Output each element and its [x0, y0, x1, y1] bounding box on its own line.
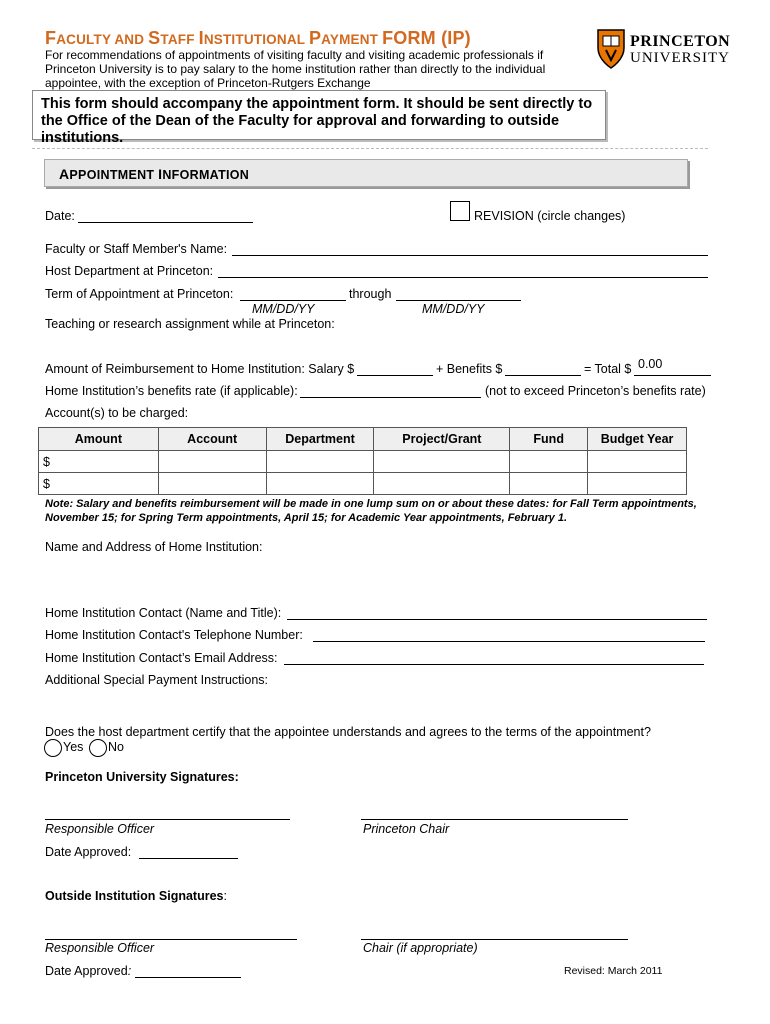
outside-chair-label: Chair (if appropriate): [363, 941, 478, 955]
section-header-appointment: APPOINTMENT INFORMATION: [44, 159, 688, 187]
outside-officer-label: Responsible Officer: [45, 941, 155, 955]
term-end-format: MM/DD/YY: [422, 302, 485, 316]
accounts-label: Account(s) to be charged:: [45, 406, 189, 420]
home-name-address-label: Name and Address of Home Institution:: [45, 540, 263, 554]
term-label: Term of Appointment at Princeton:: [45, 287, 234, 301]
table-cell[interactable]: [158, 451, 266, 473]
table-cell[interactable]: [374, 473, 510, 495]
date-label: Date:: [45, 209, 75, 223]
col-fund: Fund: [510, 428, 588, 451]
table-row: [39, 451, 687, 473]
divider: [32, 148, 708, 149]
col-account: Account: [158, 428, 266, 451]
outside-officer-signature-line[interactable]: [45, 939, 297, 940]
payment-note: Note: Salary and benefits reimbursement will be made in one lump sum on or about these dates: for Fall Term appointments, November 15; for Spring Term appointments, April 15; for Academic Year appointments, February 1.: [45, 498, 697, 524]
notice-box: This form should accompany the appointment form. It should be sent directly to the Office of the Dean of the Faculty for approval and forwarding to outside institutions.: [32, 90, 606, 140]
table-cell[interactable]: [588, 451, 687, 473]
table-header-row: [39, 428, 687, 451]
form-title: FACULTY AND STAFF INSTITUTIONAL PAYMENT FORM (IP): [45, 28, 471, 48]
table-cell[interactable]: [266, 451, 374, 473]
no-label: No: [108, 740, 124, 754]
revised-date: Revised: March 2011: [564, 965, 663, 977]
table-cell-amount[interactable]: $: [39, 451, 159, 473]
col-project-grant: Project/Grant: [374, 428, 510, 451]
table-cell[interactable]: [588, 473, 687, 495]
term-start-format: MM/DD/YY: [252, 302, 315, 316]
col-budget-year: Budget Year: [588, 428, 687, 451]
name-field[interactable]: [232, 255, 708, 256]
special-instructions-label: Additional Special Payment Instructions:: [45, 673, 269, 687]
home-contact-label: Home Institution Contact (Name and Title):: [45, 606, 282, 620]
date-field[interactable]: [78, 222, 253, 223]
host-dept-label: Host Department at Princeton:: [45, 264, 214, 278]
table-cell-amount[interactable]: $: [39, 473, 159, 495]
yes-label: Yes: [63, 740, 84, 754]
host-dept-field[interactable]: [218, 277, 708, 278]
benefits-rate-label: Home Institution’s benefits rate (if applicable):: [45, 384, 298, 398]
reimbursement-label: Amount of Reimbursement to Home Institution: Salary $: [45, 362, 355, 376]
date-approved-field[interactable]: [139, 858, 238, 859]
salary-field[interactable]: [357, 375, 433, 376]
home-email-field[interactable]: [284, 664, 704, 665]
col-amount: Amount: [39, 428, 159, 451]
home-email-label: Home Institution Contact’s Email Address:: [45, 651, 278, 665]
table-cell[interactable]: [158, 473, 266, 495]
total-label: = Total $: [584, 362, 632, 376]
table-cell[interactable]: [510, 451, 588, 473]
princeton-shield-icon: [596, 28, 626, 70]
table-row: [39, 473, 687, 495]
home-contact-field[interactable]: [287, 619, 707, 620]
no-radio[interactable]: [89, 739, 107, 757]
intro-text: For recommendations of appointments of visiting faculty and visiting academic professionals if Princeton University is to pay salary to the home institution rather than directly to the individual appointee, with the exception of Princeton-Rutgers Exchange: [45, 48, 546, 90]
term-end-field[interactable]: [396, 300, 521, 301]
not-exceed-label: (not to exceed Princeton’s benefits rate): [485, 384, 706, 398]
name-label: Faculty or Staff Member's Name:: [45, 242, 228, 256]
logo-princeton: PRINCETON: [630, 33, 731, 50]
date-approved-2-label: Date Approved:: [45, 964, 132, 978]
logo-university: UNIVERSITY: [630, 50, 730, 66]
table-cell[interactable]: [374, 451, 510, 473]
accounts-table: [38, 427, 687, 495]
princeton-chair-label: Princeton Chair: [363, 822, 450, 836]
date-approved-label: Date Approved:: [45, 845, 132, 859]
outside-chair-signature-line[interactable]: [361, 939, 628, 940]
princeton-signatures-heading: Princeton University Signatures:: [45, 770, 239, 784]
revision-label: REVISION (circle changes): [474, 209, 626, 223]
through-label: through: [349, 287, 392, 301]
certify-question: Does the host department certify that the appointee understands and agrees to the terms of the appointment?: [45, 725, 651, 739]
princeton-chair-signature-line[interactable]: [361, 819, 628, 820]
benefits-rate-field[interactable]: [300, 397, 481, 398]
col-department: Department: [266, 428, 374, 451]
teaching-label: Teaching or research assignment while at Princeton:: [45, 317, 335, 331]
benefits-field[interactable]: [505, 375, 581, 376]
benefits-label: + Benefits $: [436, 362, 503, 376]
total-value: 0.00: [638, 357, 663, 371]
responsible-officer-label: Responsible Officer: [45, 822, 155, 836]
home-phone-label: Home Institution Contact's Telephone Number:: [45, 628, 303, 642]
yes-radio[interactable]: [44, 739, 62, 757]
table-cell[interactable]: [510, 473, 588, 495]
revision-checkbox[interactable]: [450, 201, 470, 221]
date-approved-2-field[interactable]: [135, 977, 241, 978]
table-cell[interactable]: [266, 473, 374, 495]
outside-signatures-heading: Outside Institution Signatures:: [45, 889, 227, 903]
home-phone-field[interactable]: [313, 641, 705, 642]
term-start-field[interactable]: [240, 300, 346, 301]
responsible-officer-signature-line[interactable]: [45, 819, 290, 820]
total-field[interactable]: [634, 375, 711, 376]
